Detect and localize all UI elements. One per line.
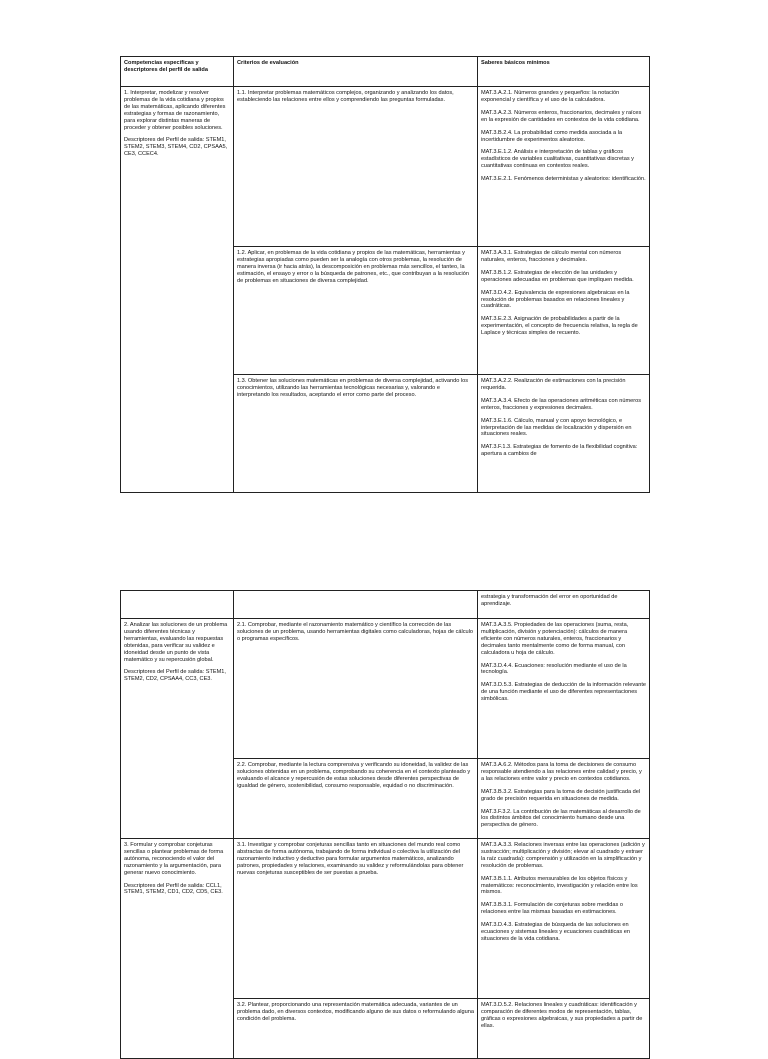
saber-item: MAT.3.D.4.3. Estrategias de búsqueda de las soluciones en ecuaciones y sistemas lineales y ecuaciones cuadráticas en situaciones de la vida cotidiana. bbox=[481, 922, 630, 942]
competencia-3-text: 3. Formular y comprobar conjeturas sencillas o plantear problemas de forma autónoma, reconociendo el valor del razonamiento y la argumentación, para generar nuevo conocimiento. bbox=[124, 842, 224, 876]
criterio-1-1: 1.1. Interpretar problemas matemáticos complejos, organizando y analizando los datos, estableciendo las relaciones entre ellos y comprendiendo las preguntas formuladas. bbox=[234, 87, 478, 247]
criterio-3-2: 3.2. Plantear, proporcionando una representación matemática adecuada, variantes de un problema dado, en diversos contextos, modificando alguno de sus datos o reformulando alguna condición del problema. bbox=[234, 999, 478, 1059]
saber-item: MAT.3.A.2.1. Números grandes y pequeños: la notación exponencial y científica y el uso de la calculadora. bbox=[481, 90, 620, 103]
saber-item: MAT.3.B.2.4. La probabilidad como medida asociada a la incertidumbre de experimentos aleatorios. bbox=[481, 129, 623, 143]
saberes-3-2 bbox=[478, 999, 650, 1059]
saberes-3-1 bbox=[478, 839, 650, 999]
criterio-2-2: 2.2. Comprobar, mediante la lectura comprensiva y verificando su idoneidad, la validez de las soluciones obtenidas en un problema, comprobando su coherencia en el contexto planteado y evaluando el alcance y repercusión de estas soluciones desde diferentes perspectivas de igualdad de género, sostenibilidad, consumo responsable, equidad o no discriminación. bbox=[234, 759, 478, 839]
saber-item: MAT.3.A.6.2. Métodos para la toma de decisiones de consumo responsable atendiendo a las relaciones entre calidad y precio, y a las relaciones entre valor y precio en contextos cotidianos. bbox=[481, 762, 642, 782]
saberes-2-2 bbox=[478, 759, 650, 839]
saberes-2-1 bbox=[478, 619, 650, 759]
saber-item: MAT.3.F.3.2. La contribución de las matemáticas al desarrollo de los distintos ámbitos del conocimiento humano desde una perspectiva de género. bbox=[481, 808, 641, 829]
saber-item: MAT.3.E.1.2. Análisis e interpretación de tablas y gráficos estadísticos de variables cualitativas, cuantitativas discretas y cuantitativas continuas en contextos reales. bbox=[481, 149, 634, 170]
saber-item: MAT.3.E.1.6. Cálculo, manual y con apoyo tecnológico, e interpretación de las medidas de localización y dispersión en situaciones reales. bbox=[481, 417, 632, 438]
criterio-1-2: 1.2. Aplicar, en problemas de la vida cotidiana y propios de las matemáticas, herramientas y estrategias apropiadas como pueden ser la analogía con otros problemas, la resolución de manera inversa (ir hacia atrás), la descomposición en problemas más sencillos, el tanteo, la estimación, el ensayo y error o la búsqueda de patrones, etc., que contribuyan a la resolución de problemas en situaciones de diversa complejidad. bbox=[234, 247, 478, 375]
saber-item: MAT.3.B.3.1. Formulación de conjeturas sobre medidas o relaciones entre las mismas basadas en estimaciones. bbox=[481, 902, 623, 916]
criterio-3-1: 3.1. Investigar y comprobar conjeturas sencillas tanto en situaciones del mundo real como abstractas de forma autónoma, trabajando de forma individual o colectiva la utilización del razonamiento inductivo y deductivo para formular argumentos matemáticos, analizando patrones, propiedades y relaciones, examinando su validez y reformulándolas para obtener nuevas conjeturas susceptibles de ser puestas a prueba. bbox=[234, 839, 478, 999]
saber-item: MAT.3.B.1.2. Estrategias de elección de las unidades y operaciones adecuadas en problemas que impliquen medida. bbox=[481, 269, 634, 283]
competencia-3-descriptores: Descriptores del Perfil de salida: CCL1, STEM1, STEM2, CD1, CD2, CD5, CE3. bbox=[124, 882, 223, 896]
saber-item: MAT.3.D.4.2. Equivalencia de expresiones algebraicas en la resolución de problemas basados en relaciones lineales y cuadráticas. bbox=[481, 289, 630, 310]
table-row bbox=[121, 591, 650, 619]
competencia-3-cell bbox=[121, 839, 234, 1059]
criteria-table-2 bbox=[120, 590, 650, 1059]
saber-item: MAT.3.B.1.1. Atributos mensurables de los objetos físicos y matemáticos: reconocimiento, investigación y relación entre los mismos. bbox=[481, 875, 638, 896]
saberes-1-1 bbox=[478, 87, 650, 247]
header-criterios: Criterios de evaluación bbox=[234, 57, 478, 87]
table-header-row bbox=[121, 57, 650, 87]
criterio-2-1: 2.1. Comprobar, mediante el razonamiento matemático y científico la corrección de las soluciones de un problema, usando herramientas digitales como calculadoras, hojas de cálculo o programas específicos. bbox=[234, 619, 478, 759]
saber-item: MAT.3.D.4.4. Ecuaciones: resolución mediante el uso de la tecnología. bbox=[481, 662, 627, 676]
competencia-2-cell bbox=[121, 619, 234, 839]
competencia-1-text: 1. Interpretar, modelizar y resolver problemas de la vida cotidiana y propios de las matemáticas, aplicando diferentes estrategias y formas de razonamiento, para explorar distintas maneras de proceder y obtener posibles soluciones. bbox=[124, 90, 226, 131]
saber-item: MAT.3.F.1.3. Estrategias de fomento de la flexibilidad cognitiva: apertura a cambios de bbox=[481, 444, 638, 458]
saber-item: MAT.3.A.2.3. Números enteros, fraccionarios, decimales y raíces en la expresión de cantidades en contextos de la vida cotidiana. bbox=[481, 109, 642, 123]
saber-item: MAT.3.A.3.5. Propiedades de las operaciones (suma, resta, multiplicación, división y potenciación): cálculos de manera eficiente con números naturales, enteros, fraccionarios y decimales tanto mentalmente como de forma manual, con calculadora u hoja de cálculo. bbox=[481, 622, 629, 656]
saberes-1-3 bbox=[478, 375, 650, 493]
competencia-1-cell bbox=[121, 87, 234, 493]
saber-item: MAT.3.B.3.2. Estrategias para la toma de decisión justificada del grado de precisión requerida en situaciones de medida. bbox=[481, 788, 641, 802]
saber-item: MAT.3.A.3.4. Efecto de las operaciones aritméticas con números enteros, fracciones y expresiones decimales. bbox=[481, 397, 642, 411]
saber-item: MAT.3.D.5.3. Estrategias de deducción de la información relevante de una función mediante el uso de diferentes representaciones simbólicas. bbox=[481, 682, 647, 703]
saber-item: MAT.3.A.3.3. Relaciones inversas entre las operaciones (adición y sustracción; multiplicación y división; elevar al cuadrado y extraer la raíz cuadrada): comprensión y utilización en la simplificación y resolución de problemas. bbox=[481, 842, 645, 869]
competencia-1-descriptores: Descriptores del Perfil de salida: STEM1, STEM2, STEM3, STEM4, CD2, CPSAA5, CE3, CCEC4. bbox=[124, 137, 228, 158]
criteria-table-1 bbox=[120, 56, 650, 493]
empty-cell bbox=[121, 591, 234, 619]
saber-item: MAT.3.A.3.1. Estrategias de cálculo mental con números naturales, enteros, fracciones y decimales. bbox=[481, 250, 622, 263]
competencia-2-text: 2. Analizar las soluciones de un problema usando diferentes técnicas y herramientas, evaluando las respuestas obtenidas, para verificar su validez e idoneidad desde un punto de vista matemático y su repercusión global. bbox=[124, 622, 228, 663]
continuation-cell: estrategia y transformación del error en oportunidad de aprendizaje. bbox=[478, 591, 650, 619]
competencia-2-descriptores: Descriptores del Perfil de salida: STEM1, STEM2, CD2, CPSAA4, CC3, CE3. bbox=[124, 669, 226, 683]
table-row bbox=[121, 619, 650, 759]
saber-item: MAT.3.D.5.2. Relaciones lineales y cuadráticas: identificación y comparación de diferentes modos de representación, tablas, gráficas o expresiones algebraicas, y sus propiedades a partir de ellas. bbox=[481, 1002, 643, 1029]
saber-item: MAT.3.A.2.2. Realización de estimaciones con la precisión requerida. bbox=[481, 378, 626, 391]
saberes-1-2 bbox=[478, 247, 650, 375]
saber-item: MAT.3.E.2.1. Fenómenos deterministas y aleatorios: identificación. bbox=[481, 176, 646, 183]
header-competencias: Competencias específicas y descriptores del perfil de salida bbox=[121, 57, 234, 87]
empty-cell bbox=[234, 591, 478, 619]
saber-item: MAT.3.E.2.3. Asignación de probabilidades a partir de la experimentación, el concepto de frecuencia relativa, la regla de Laplace y técnicas simples de recuento. bbox=[481, 316, 638, 337]
table-row bbox=[121, 839, 650, 999]
table-row bbox=[121, 87, 650, 247]
header-saberes: Saberes básicos mínimos bbox=[478, 57, 650, 87]
criterio-1-3: 1.3. Obtener las soluciones matemáticas en problemas de diversa complejidad, activando los conocimientos, utilizando las herramientas tecnológicas necesarias y, valorando e interpretando los resultados, aceptando el error como parte del proceso. bbox=[234, 375, 478, 493]
